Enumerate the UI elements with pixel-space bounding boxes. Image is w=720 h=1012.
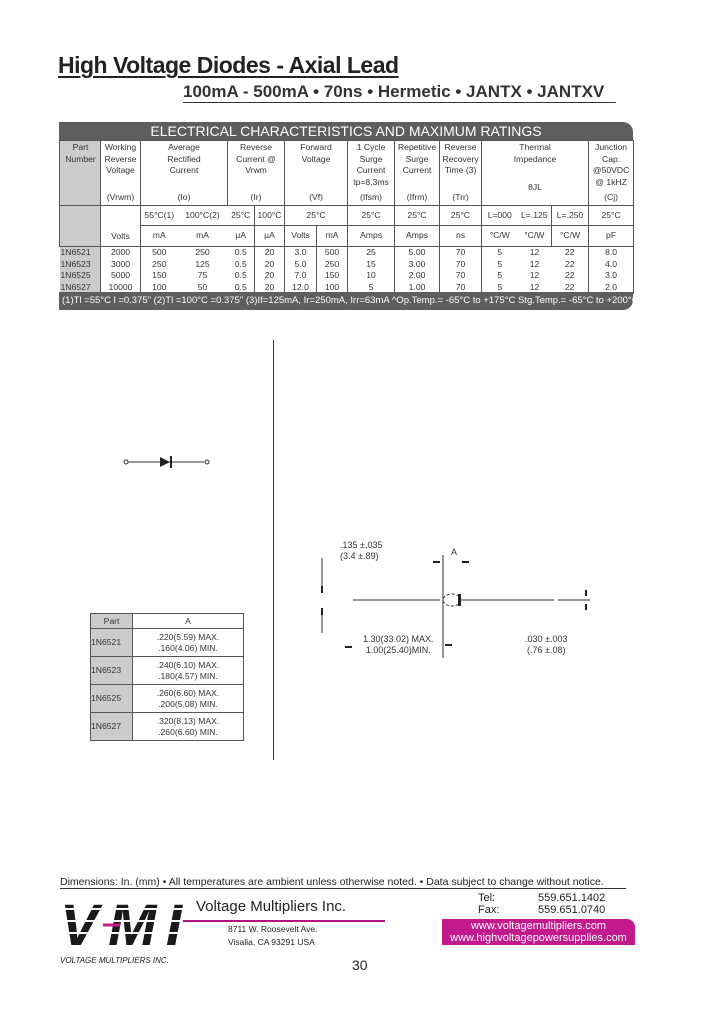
condition-cell: 55°C(1) [141,206,178,226]
condition-cell: L=.250 [552,206,589,226]
table-row [60,247,634,259]
value-cell: 1.00 [395,282,440,294]
unit-cell: mA [178,226,228,247]
divider [273,340,274,760]
table-row [60,270,634,282]
lead-length: 1.30(33.02) MAX. 1.00(25.40)MIN. [363,634,434,655]
value-cell: 5 [482,259,518,271]
value-cell: 5000 [101,270,141,282]
value-cell: 15 [348,259,395,271]
unit-cell: µA [255,226,285,247]
dimension-a: .240(6.10) MAX. .180(4.57) MIN. [133,657,244,685]
website-link-1[interactable]: www.voltagemultipliers.com [470,920,607,932]
table-row [91,685,244,713]
unit-cell: ns [440,226,482,247]
page-title: High Voltage Diodes - Axial Lead [58,52,399,78]
value-cell: 0.5 [228,270,255,282]
value-cell: 10 [348,270,395,282]
value-cell: 100 [317,282,348,294]
value-cell: 8.0 [589,247,634,259]
unit-cell: °C/W [482,226,518,247]
condition-cell: 25°C [348,206,395,226]
unit-cell: Amps [395,226,440,247]
diode-symbol-icon [120,452,215,472]
value-cell: 500 [317,247,348,259]
header-ifrm: Repetitive Surge Current (Ifrm) [395,141,440,206]
value-cell: 12 [529,247,540,257]
value-cell: 4.0 [589,259,634,271]
part-number: 1N6525 [60,270,101,282]
unit-cell: °C/W [518,226,552,247]
value-cell: 22 [552,247,589,259]
value-cell: 0.5 [228,259,255,271]
value-cell: 0.5 [228,282,255,294]
value-cell: 0.5 [228,247,255,259]
value-cell: 3.0 [589,270,634,282]
address-line-1: 8711 W. Roosevelt Ave. [228,924,318,934]
part-number: 1N6523 [60,259,101,271]
accent-line [183,920,385,922]
value-cell: 20 [255,247,285,259]
value-cell: 12.0 [285,282,317,294]
header-vrwm: Working Reverse Voltage (Vrwm) [101,141,141,206]
value-cell: 20 [255,282,285,294]
part-number: 1N6521 [60,247,101,259]
contact-info: Tel: 559.651.1402 Fax: 559.651.0740 [478,892,606,916]
value-cell: 3.0 [285,247,317,259]
value-cell: 20 [255,259,285,271]
value-cell: 150 [141,270,178,282]
value-cell: 70 [440,259,482,271]
condition-cell: 25°C [285,206,348,226]
value-cell: 250 [141,259,178,271]
condition-cell: 25°C [228,206,255,226]
value-cell: 5 [482,247,518,259]
unit-cell: mA [317,226,348,247]
header-theta: Thermal Impedance θJL [482,141,589,206]
part-number: 1N6521 [91,629,133,657]
svg-text:VMI: VMI [60,897,182,958]
wire-diameter: .030 ±.003 (.76 ±.08) [525,634,568,655]
value-cell: 500 [141,247,178,259]
table-row [91,657,244,685]
value-cell: 10000 [101,282,141,294]
part-number: 1N6527 [91,713,133,741]
table-title: ELECTRICAL CHARACTERISTICS AND MAXIMUM RATINGS [59,122,633,140]
value-cell: 250 [195,247,210,257]
value-cell: 2.00 [395,270,440,282]
unit-cell: pF [589,226,634,247]
dim-header-part: Part [91,614,133,629]
value-cell: 20 [255,270,285,282]
value-cell: 22 [552,259,589,271]
value-cell: 5.0 [285,259,317,271]
website-link-2[interactable]: www.highvoltagepowersupplies.com [450,932,627,944]
value-cell: 5 [482,282,518,294]
value-cell: 250 [317,259,348,271]
value-cell: 150 [317,270,348,282]
dimensions-table [90,613,244,741]
value-cell: 70 [440,247,482,259]
value-cell: 2000 [101,247,141,259]
footer-notes: Dimensions: In. (mm) • All temperatures are ambient unless otherwise noted. • Data subject to change without notice. [60,876,626,889]
unit-cell: Amps [348,226,395,247]
logo-subtitle: VOLTAGE MULTIPLIERS INC. [60,956,169,965]
company-name: Voltage Multipliers Inc. [196,898,347,915]
value-cell: 2.0 [589,282,634,294]
value-cell: 25 [348,247,395,259]
value-cell: 3.00 [395,259,440,271]
condition-cell: L=.125 [518,206,552,226]
unit-cell: Volts [285,226,317,247]
value-cell: 12 [529,258,540,269]
unit-cell: µA [228,226,255,247]
value-cell: 5 [348,282,395,294]
condition-cell: 100°C [255,206,285,226]
table-row [91,629,244,657]
condition-cell: 25°C [395,206,440,226]
characteristics-table [59,140,634,294]
header-vf: Forward Voltage (Vf) [285,141,348,206]
value-cell: 3000 [101,259,141,271]
condition-cell: 25°C [440,206,482,226]
value-cell: 100 [141,282,178,294]
value-cell: 12 [529,270,540,280]
condition-cell: L=000 [482,206,518,226]
dimension-a: .220(5.59) MAX. .160(4.06) MIN. [133,629,244,657]
value-cell: 50 [178,282,228,294]
part-number: 1N6527 [60,282,101,294]
condition-cell: 25°C [589,206,634,226]
condition-cell: 100°C(2) [178,206,228,226]
dimension-a: .260(6.60) MAX. .200(5.08) MIN. [133,685,244,713]
unit-cell: °C/W [552,226,589,247]
value-cell: 12 [518,282,552,294]
address-line-2: Visalia, CA 93291 USA [228,937,315,947]
page-number: 30 [352,957,368,973]
value-cell: 22 [552,270,589,282]
table-row [91,713,244,741]
header-ifsm: 1 Cycle Surge Current tp=8.3ms (Ifsm) [348,141,395,206]
value-cell: 22 [552,282,589,294]
header-part: Part Number [60,141,101,206]
part-number: 1N6525 [91,685,133,713]
unit-cell: Volts [101,206,141,247]
web-links [442,919,635,945]
header-ir: Reverse Current @ Vrwm (Ir) [228,141,285,206]
tel-number: 559.651.1402 [538,892,606,904]
table-row [60,259,634,271]
header-trr: Reverse Recovery Time (3) (Trr) [440,141,482,206]
value-cell: 5 [482,270,518,282]
dimension-a: .320(8.13) MAX. .260(6.60) MIN. [133,713,244,741]
value-cell: 7.0 [285,270,317,282]
unit-cell: mA [141,226,178,247]
header-io: Average Rectified Current (Io) [141,141,228,206]
header-cj: Junction Cap. @50VDC @ 1kHZ (Cj) [589,141,634,206]
value-cell: 70 [440,282,482,294]
part-number: 1N6523 [91,657,133,685]
page-subtitle: 100mA - 500mA • 70ns • Hermetic • JANTX • JANTXV [183,82,616,103]
value-cell: 70 [440,270,482,282]
fax-number: 559.651.0740 [538,904,606,916]
dimension-a-label: A [451,547,458,557]
body-diameter: .135 ±.035 (3.4 ±.89) [340,540,383,561]
table-footnote: (1)Tl =55°C l =0.375" (2)Tl =100°C =0.375" (3)If=125mA, Ir=250mA, Irr=63mA ^Op.Temp.= -65°C to +175°C Stg.Temp.= -65°C to +200°C [59,292,633,310]
value-cell: 5.00 [395,247,440,259]
dim-header-a: A [133,614,244,629]
value-cell: 75 [197,270,208,280]
vmi-logo [58,897,186,963]
value-cell: 125 [195,258,210,269]
